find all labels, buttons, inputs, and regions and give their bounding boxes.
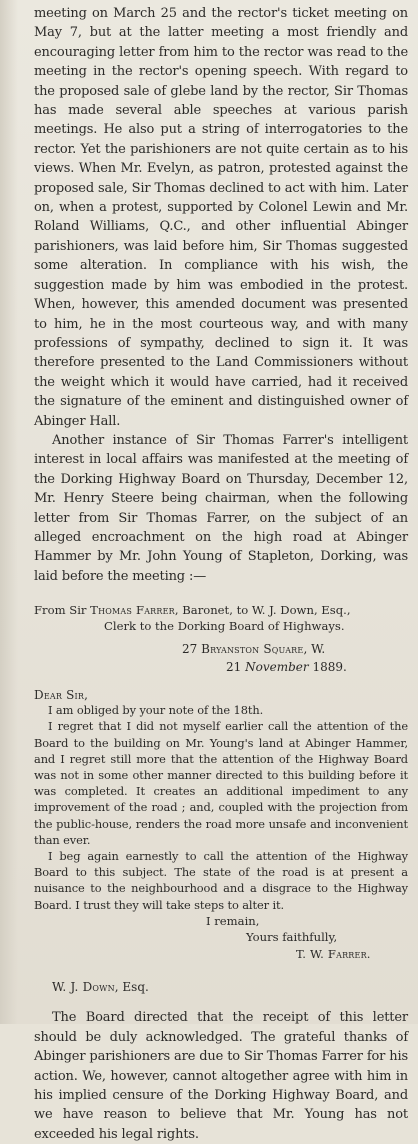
recipient-suffix: , Esq. [114,980,149,995]
paragraph-highway-board: Another instance of Sir Thomas Farrer's intelligent interest in local affairs was manifested at the meeting of the Dorking Highway Board on Thursday, December 12, Mr. Henry Steere being chairman, when the following letter from Sir Thomas Farrer, on the subject of an alleged encroachment on the high road at Abinger Hammer by Mr. John Young of Stapleton, Dorking, was laid before the meeting :— [34,432,408,584]
date-year: 1889. [312,660,347,675]
letter-signature: T. W. Farrer. [296,946,371,961]
paragraph-board-response: The Board directed that the receipt of this letter should be duly acknowledged. The grateful thanks of Abinger parishioners are due to Sir Thomas Farrer for his action. We, however, cannot altogether agree with him in his implied censure of the Dorking Highway Board, and we have reason to believe that Mr. Young has not exceeded his legal rights. [34,1010,408,1142]
date-month: November [245,660,309,675]
date-day: 21 [226,660,242,675]
letter-heading-name: Thomas Farrer [90,603,175,618]
letter-body-2: I regret that I did not myself earlier call the attention of the Board to the building on Mr. Young's land at Abinger Hammer, and I regret still more that the attention of the Highway Board was not in some other manner directed to this building before it was completed. It creates an additional impediment to any improvement of the road ; and, coupled with the projection from the public-house, renders the road more unsafe and inconvenient than ever. [34,719,408,847]
paragraph-rector-meetings: meeting on March 25 and the rector's ticket meeting on May 7, but at the latter meeting a most friendly and encouraging letter from him to the rector was read to the meeting in the rector's opening speech. With regard to the proposed sale of glebe land by the rector, Sir Thomas has made several able speeches at various parish meetings. He also put a string of interrogatories to the rector. Yet the parishioners are not quite certain as to his views. When Mr. Evelyn, as patron, protested against the proposed sale, Sir Thomas declined to act with him. Later on, when a protest, supported by Colonel Lewin and Mr. Roland Williams, Q.C., and other influential Abinger parishioners, was laid before him, Sir Thomas suggested some alteration. In compliance with his wish, the suggestion made by him was embodied in the protest. When, however, this amended document was presented to him, he in the most courteous way, and with many professions of sympathy, declined to sign it. It was therefore presented to the Land Commissioners without the weight which it would have carried, had it received the signature of the eminent and distinguished owner of Abinger Hall. [34,6,408,429]
closing-yours: Yours faithfully, [246,930,338,945]
letter-recipient [52,980,408,994]
letter-date [34,658,408,676]
letter-heading-clerk: Clerk to the Dorking Board of Highways. [104,619,345,634]
letter-address-block [34,640,408,676]
letter-body-1: I am obliged by your note of the 18th. [48,703,264,718]
letter-heading [34,602,408,634]
letter-salutation: Dear Sir, [34,688,89,703]
letter-address [34,640,408,658]
page-fold-shadow [0,0,18,1024]
letter-body-3: I beg again earnestly to call the attention of the Highway Board to this subject. The state of the road is at present a nuisance to the neighbourhood and a disgrace to the Highway Board. I trust they will take steps to alter it. [34,849,408,912]
address-street: Bryanston Square [201,642,304,657]
recipient-name: W. J. Down [52,980,115,995]
letter-heading-prefix: From Sir [34,603,87,618]
closing-remain: I remain, [206,913,260,928]
letter-heading-rest: , Baronet, to W. J. Down, Esq., [174,603,351,618]
letter-closing [34,913,408,963]
address-suffix: , W. [303,642,326,657]
address-number: 27 [182,642,198,657]
